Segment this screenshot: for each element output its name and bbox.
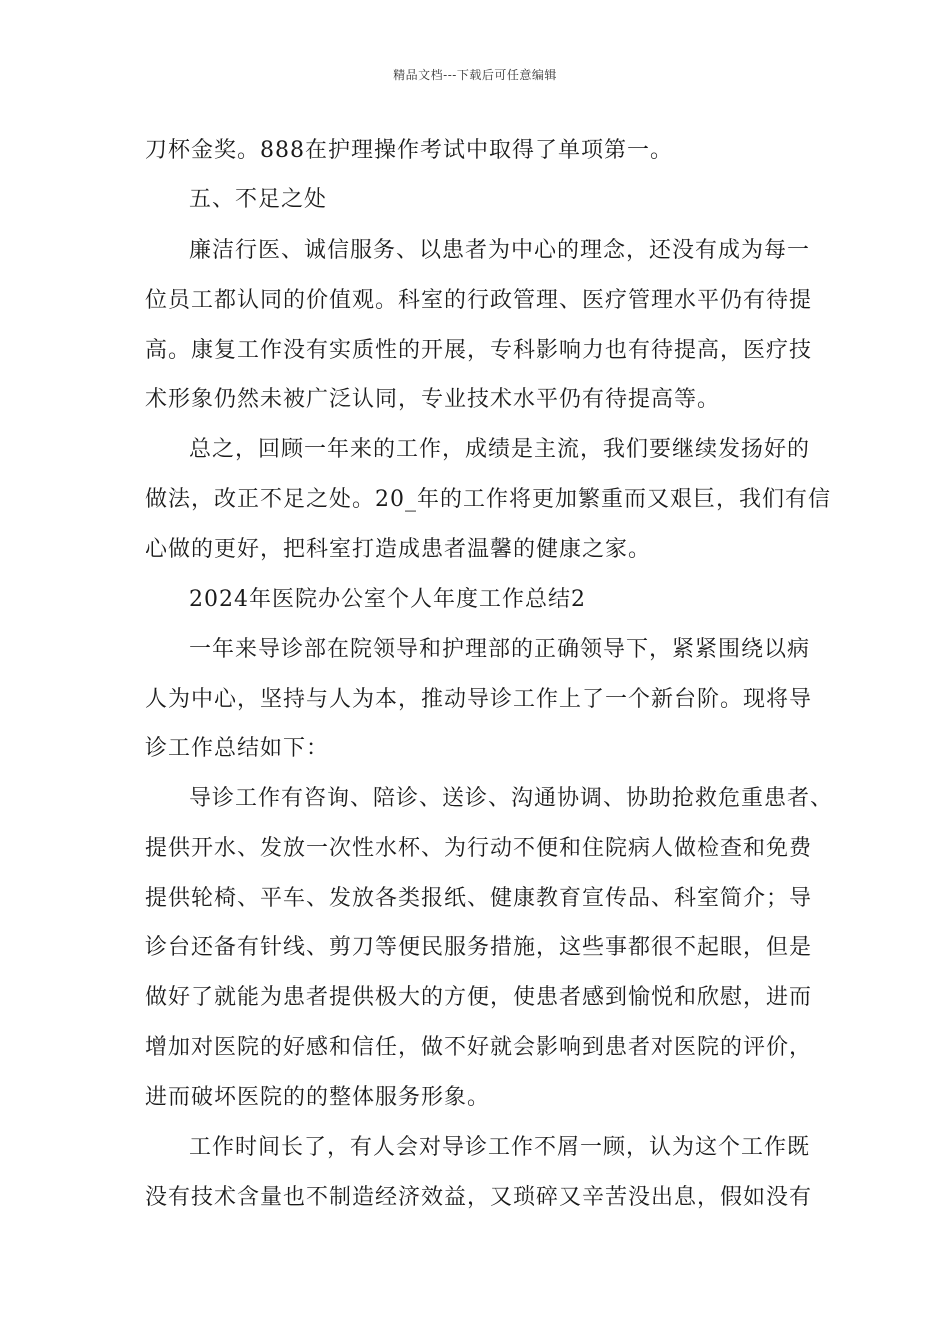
paragraph-line: 总之，回顾一年来的工作，成绩是主流，我们要继续发扬好的 <box>189 437 811 462</box>
page-header: 精品文档---下载后可任意编辑 <box>393 68 557 82</box>
paragraph-line: 工作时间长了，有人会对导诊工作不屑一顾，认为这个工作既 <box>189 1135 811 1160</box>
paragraph-line: 一年来导诊部在院领导和护理部的正确领导下，紧紧围绕以病 <box>189 637 811 662</box>
paragraph-line: 没有技术含量也不制造经济效益，又琐碎又辛苦没出息，假如没有 <box>145 1185 813 1210</box>
paragraph-line: 进而破坏医院的的整体服务形象。 <box>145 1085 491 1110</box>
paragraph-line: 提供轮椅、平车、发放各类报纸、健康教育宣传品、科室简介；导 <box>145 886 813 911</box>
paragraph-line: 增加对医院的好感和信任，做不好就会影响到患者对医院的评价， <box>145 1035 813 1060</box>
section-heading: 2024年医院办公室个人年度工作总结2 <box>189 587 586 612</box>
paragraph-line: 位员工都认同的价值观。科室的行政管理、医疗管理水平仍有待提 <box>145 288 813 313</box>
paragraph-line: 心做的更好，把科室打造成患者温馨的健康之家。 <box>145 537 652 562</box>
paragraph-line: 诊工作总结如下： <box>145 736 330 761</box>
paragraph-line: 高。康复工作没有实质性的开展，专科影响力也有待提高，医疗技 <box>145 338 813 363</box>
paragraph-line: 廉洁行医、诚信服务、以患者为中心的理念，还没有成为每一 <box>189 238 811 263</box>
paragraph-line: 提供开水、发放一次性水杯、为行动不便和住院病人做检查和免费 <box>145 836 813 861</box>
paragraph-line: 术形象仍然未被广泛认同，专业技术水平仍有待提高等。 <box>145 387 721 412</box>
paragraph-line: 做法，改正不足之处。20_年的工作将更加繁重而又艰巨，我们有信 <box>145 487 831 512</box>
paragraph-line: 诊台还备有针线、剪刀等便民服务措施，这些事都很不起眼，但是 <box>145 935 813 960</box>
paragraph-line: 刀杯金奖。888在护理操作考试中取得了单项第一。 <box>145 138 673 163</box>
paragraph-line: 做好了就能为患者提供极大的方便，使患者感到愉悦和欣慰，进而 <box>145 985 813 1010</box>
section-heading: 五、不足之处 <box>189 187 328 212</box>
paragraph-line: 人为中心，坚持与人为本，推动导诊工作上了一个新台阶。现将导 <box>145 687 813 712</box>
paragraph-line: 导诊工作有咨询、陪诊、送诊、沟通协调、协助抢救危重患者、 <box>189 786 834 811</box>
